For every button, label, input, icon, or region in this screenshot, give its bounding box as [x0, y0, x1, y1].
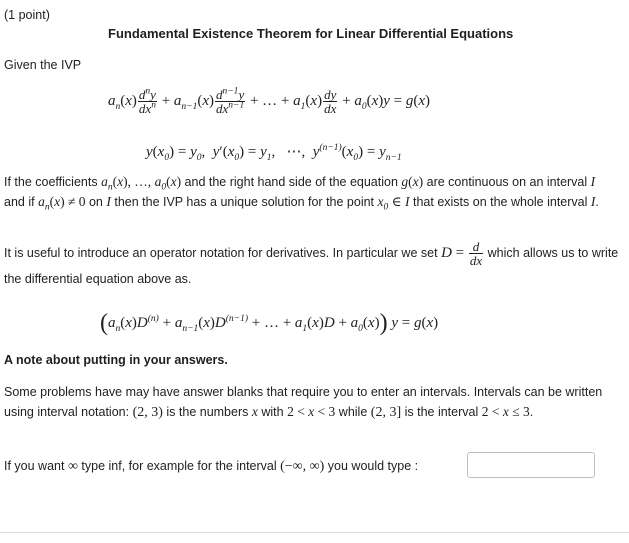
- p1-text-f: then the IVP has a unique solution for the point: [114, 195, 375, 209]
- answer-input[interactable]: [467, 452, 595, 478]
- p1-text-g: that exists on the whole interval: [413, 195, 588, 209]
- operator-equation: ($a_n(x)D^{(n)} + a_{n-1}(x)D^{(n-1)}$ + … + $a_1(x)D + a_0(x)$) y = g(x): [100, 310, 439, 336]
- note-heading: A note about putting in your answers.: [4, 353, 228, 367]
- p1-text-d: and if: [4, 195, 35, 209]
- p3-text-b: is the numbers: [166, 405, 249, 419]
- p1-text-a: If the coefficients: [4, 175, 98, 189]
- p1-text-c: are continuous on an interval: [426, 175, 588, 189]
- points-label: (1 point): [4, 8, 50, 22]
- p2-text-a: It is useful to introduce an operator notation for derivatives. In particular we set: [4, 245, 438, 260]
- p4-text-c: you would type :: [327, 459, 419, 473]
- given-label: Given the IVP: [4, 58, 82, 72]
- p3-text-d: while: [338, 405, 368, 419]
- p3-text-c: with: [261, 405, 284, 419]
- infinity-paragraph: If you want ∞ type inf, for example for the interval (−∞, ∞) you would type :: [4, 459, 419, 474]
- ode-equation: $a_n(x)$ $\frac{d^ny}{dx^n}$ + $a_{n-1}(x)$ $\frac{d^{n-1}y}{dx^{n-1}}$ + … + $a_1(x)$ $\frac{dy}{dx}$ + $a_0(x)y = g(x)$: [108, 86, 431, 116]
- theorem-paragraph: If the coefficients $a_n(x)$, …, $a_0(x)$ and the right hand side of the equation g(x) are continuous on an interval I and if $a_n(x) \ne 0$ on I then the IVP has a unique solution for the point $x_0$ ∈ I that exists on the whole interval I.: [4, 174, 599, 213]
- initial-conditions: $y(x_0) = y_0$, $y'(x_0) = y_1$, ⋯, $y^{(n-1)}(x_0) = y_{n-1}$: [146, 143, 402, 163]
- p3-text-a: Some problems have may have answer blanks that require you to enter an intervals. Intervals can be written using interval notation:: [4, 385, 603, 419]
- operator-paragraph: It is useful to introduce an operator notation for derivatives. In particular we set D = $\frac{d}{dx}$ which allows us to write the differential equation above as.: [4, 239, 619, 286]
- bottom-divider: [0, 532, 629, 533]
- p1-text-e: on: [88, 195, 103, 209]
- p4-text-a: If you want: [4, 459, 65, 473]
- p2-text-b: which allows us to write the differential equation above as.: [4, 245, 619, 286]
- page-title: Fundamental Existence Theorem for Linear Differential Equations: [108, 26, 514, 41]
- interval-paragraph: Some problems have may have answer blanks that require you to enter an intervals. Intervals can be written using interval notation: (2, 3) is the numbers x with 2 < x < 3 while (2, 3] is the interval 2 < x ≤ 3.: [4, 385, 603, 420]
- p4-text-b: type inf, for example for the interval: [81, 459, 277, 473]
- p3-text-e: is the interval: [404, 405, 479, 419]
- p1-text-b: and the right hand side of the equation: [184, 175, 398, 189]
